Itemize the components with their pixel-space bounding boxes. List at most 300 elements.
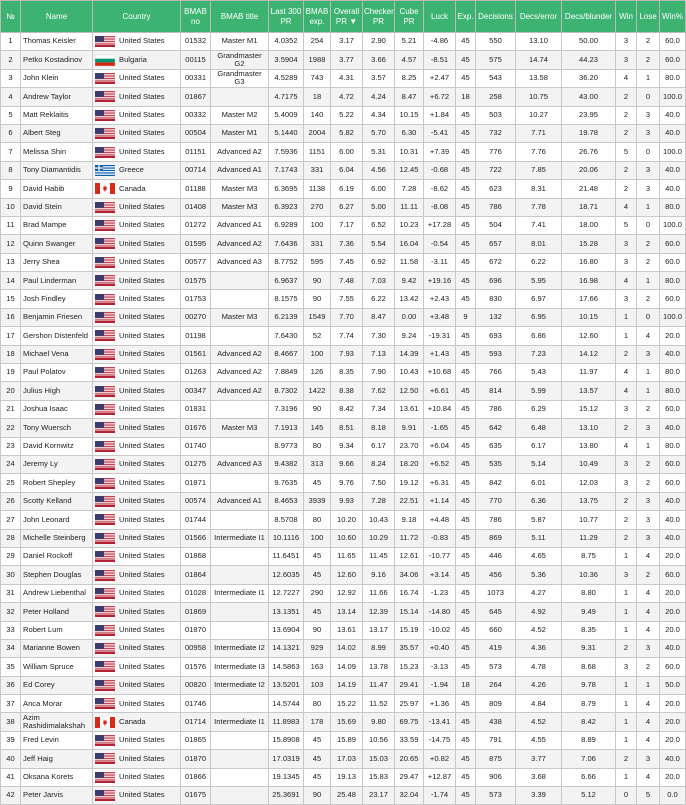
last300-pr: 11.6451 [269,547,304,565]
bmab-exp: 45 [304,603,331,621]
table-row[interactable] [1,750,686,768]
decs-per-error: 6.01 [516,474,562,492]
table-row[interactable] [1,327,686,345]
last300-pr: 6.3695 [269,180,304,198]
table-row[interactable] [1,106,686,124]
wins: 4 [616,69,637,87]
flag-us-icon [95,735,115,746]
bmab-exp: 45 [304,768,331,786]
decisions: 657 [476,235,516,253]
country-name: United States [119,201,165,211]
country-cell [93,750,181,768]
bmab-number: 01865 [181,731,211,749]
bmab-number: 01744 [181,511,211,529]
table-row[interactable] [1,603,686,621]
player-name: Tony Wuersch [21,419,93,437]
cube-pr: 6.30 [395,124,424,142]
col-win[interactable]: Win [616,1,637,33]
last300-pr: 5.1440 [269,124,304,142]
bmab-title [211,400,269,418]
last300-pr: 4.5289 [269,69,304,87]
checker-pr: 23.17 [363,787,395,805]
table-row[interactable] [1,511,686,529]
table-row[interactable] [1,308,686,326]
decs-per-blunder: 36.20 [562,69,616,87]
decs-per-blunder: 11.97 [562,364,616,382]
flag-us-icon [95,294,115,305]
decisions: 809 [476,695,516,713]
player-name: Jeremy Ly [21,455,93,473]
wins: 4 [616,364,637,382]
bmab-number: 00270 [181,308,211,326]
last300-pr: 13.1351 [269,603,304,621]
decisions: 875 [476,750,516,768]
last300-pr: 12.6035 [269,566,304,584]
decs-per-error: 6.29 [516,400,562,418]
checker-pr: 9.80 [363,713,395,731]
decs-per-blunder: 16.98 [562,272,616,290]
decs-per-blunder: 21.48 [562,180,616,198]
exp: 45 [456,787,476,805]
country-name: United States [119,459,165,469]
player-name: William Spruce [21,658,93,676]
country-cell [93,658,181,676]
bmab-title: Intermediate I2 [211,639,269,657]
cube-pr: 34.06 [395,566,424,584]
win-percent: 20.0 [660,768,686,786]
country-cell [93,437,181,455]
decs-per-blunder: 8.89 [562,731,616,749]
win-percent: 60.0 [660,235,686,253]
checker-pr: 15.83 [363,768,395,786]
luck: +1.84 [424,106,456,124]
losses: 2 [637,33,660,51]
bmab-title: Master M1 [211,124,269,142]
rank-cell: 27 [1,511,21,529]
table-row[interactable] [1,272,686,290]
table-row[interactable] [1,290,686,308]
decisions: 503 [476,106,516,124]
col-checker-pr[interactable]: Checker PR [363,1,395,33]
last300-pr: 7.8849 [269,364,304,382]
country-cell [93,731,181,749]
exp: 45 [456,400,476,418]
country-cell [93,511,181,529]
table-row[interactable] [1,566,686,584]
col-luck[interactable]: Luck [424,1,456,33]
cube-pr: 16.04 [395,235,424,253]
last300-pr: 7.1743 [269,161,304,179]
cube-pr: 11.72 [395,529,424,547]
exp: 45 [456,364,476,382]
bmab-number: 01868 [181,547,211,565]
decisions: 766 [476,364,516,382]
luck: +1.43 [424,345,456,363]
table-row[interactable] [1,621,686,639]
country-cell [93,676,181,694]
bmab-title [211,695,269,713]
decisions: 535 [476,455,516,473]
bmab-exp: 145 [304,419,331,437]
win-percent: 40.0 [660,750,686,768]
country-cell [93,253,181,271]
win-percent: 40.0 [660,161,686,179]
wins: 5 [616,143,637,161]
losses: 3 [637,345,660,363]
luck: +1.36 [424,695,456,713]
losses: 4 [637,713,660,731]
last300-pr: 8.5708 [269,511,304,529]
bmab-number: 01263 [181,364,211,382]
decisions: 573 [476,658,516,676]
wins: 3 [616,455,637,473]
country-cell [93,161,181,179]
win-percent: 60.0 [660,566,686,584]
rank-cell: 40 [1,750,21,768]
exp: 45 [456,51,476,69]
bmab-exp: 3939 [304,492,331,510]
decs-per-blunder: 8.68 [562,658,616,676]
table-row[interactable] [1,474,686,492]
decs-per-error: 3.39 [516,787,562,805]
col-exp[interactable]: Exp. [456,1,476,33]
losses: 3 [637,180,660,198]
luck: +12.87 [424,768,456,786]
bmab-number: 01566 [181,529,211,547]
overall-pr: 14.09 [331,658,363,676]
exp: 45 [456,584,476,602]
decs-per-error: 7.23 [516,345,562,363]
bmab-number: 00347 [181,382,211,400]
flag-us-icon [95,404,115,415]
checker-pr: 4.34 [363,106,395,124]
overall-pr: 7.45 [331,253,363,271]
table-row[interactable] [1,584,686,602]
country-cell [93,695,181,713]
overall-pr: 15.69 [331,713,363,731]
table-row[interactable] [1,33,686,51]
win-percent: 20.0 [660,731,686,749]
table-row[interactable] [1,731,686,749]
decs-per-error: 4.52 [516,713,562,731]
decs-per-error: 5.11 [516,529,562,547]
country-cell [93,566,181,584]
table-row[interactable] [1,88,686,106]
bmab-number: 01595 [181,235,211,253]
flag-us-icon [95,441,115,452]
checker-pr: 6.00 [363,180,395,198]
col-lose[interactable]: Lose [637,1,660,33]
country-cell [93,290,181,308]
table-row[interactable] [1,455,686,473]
col-last300-pr[interactable]: Last 300 PR [269,1,304,33]
table-row[interactable] [1,658,686,676]
decisions: 830 [476,290,516,308]
decs-per-blunder: 11.29 [562,529,616,547]
country-cell [93,713,181,731]
country-name: United States [119,698,165,708]
checker-pr: 7.13 [363,345,395,363]
country-name: United States [119,404,165,414]
bmab-number: 01676 [181,419,211,437]
checker-pr: 15.03 [363,750,395,768]
bmab-exp: 2004 [304,124,331,142]
last300-pr: 8.7752 [269,253,304,271]
exp: 45 [456,547,476,565]
bmab-exp: 1151 [304,143,331,161]
wins: 1 [616,603,637,621]
rank-cell: 17 [1,327,21,345]
col-name[interactable]: Name [21,1,93,33]
player-name: Julius High [21,382,93,400]
table-row[interactable] [1,787,686,805]
country-name: United States [119,790,165,800]
exp: 45 [456,345,476,363]
player-name: Thomas Keisler [21,33,93,51]
decisions: 786 [476,400,516,418]
win-percent: 80.0 [660,437,686,455]
wins: 2 [616,345,637,363]
overall-pr: 5.82 [331,124,363,142]
wins: 4 [616,382,637,400]
bmab-exp: 331 [304,235,331,253]
table-row[interactable] [1,51,686,69]
win-percent: 20.0 [660,621,686,639]
overall-pr: 7.74 [331,327,363,345]
bmab-exp: 100 [304,345,331,363]
decs-per-blunder: 6.66 [562,768,616,786]
flag-us-icon [95,514,115,525]
country-name: United States [119,680,165,690]
wins: 3 [616,235,637,253]
win-percent: 40.0 [660,180,686,198]
checker-pr: 11.66 [363,584,395,602]
checker-pr: 8.18 [363,419,395,437]
win-percent: 80.0 [660,272,686,290]
decs-per-blunder: 5.12 [562,787,616,805]
overall-pr: 6.04 [331,161,363,179]
flag-us-icon [95,386,115,397]
cube-pr: 16.74 [395,584,424,602]
bmab-exp: 18 [304,88,331,106]
flag-us-icon [95,330,115,341]
decisions: 693 [476,327,516,345]
losses: 4 [637,547,660,565]
overall-pr: 7.48 [331,272,363,290]
exp: 45 [456,253,476,271]
country-cell [93,143,181,161]
win-percent: 40.0 [660,639,686,657]
bmab-exp: 45 [304,566,331,584]
table-row[interactable] [1,695,686,713]
overall-pr: 7.17 [331,216,363,234]
win-percent: 40.0 [660,492,686,510]
table-row[interactable] [1,345,686,363]
country-cell [93,106,181,124]
country-cell [93,639,181,657]
table-row[interactable] [1,235,686,253]
col-bmab-exp[interactable]: BMAB exp. [304,1,331,33]
losses: 4 [637,621,660,639]
player-name: Gershon Distenfeld [21,327,93,345]
country-cell [93,382,181,400]
table-row[interactable] [1,143,686,161]
country-cell [93,455,181,473]
win-percent: 20.0 [660,603,686,621]
country-cell [93,69,181,87]
checker-pr: 7.90 [363,364,395,382]
checker-pr: 12.39 [363,603,395,621]
table-row[interactable] [1,419,686,437]
col-bmab-no[interactable]: BMAB no [181,1,211,33]
decisions: 543 [476,69,516,87]
overall-pr: 6.00 [331,143,363,161]
bmab-title: Master M2 [211,106,269,124]
table-row[interactable] [1,69,686,87]
table-row[interactable] [1,180,686,198]
cube-pr: 9.91 [395,419,424,437]
checker-pr: 8.47 [363,308,395,326]
decs-per-blunder: 12.03 [562,474,616,492]
table-row[interactable] [1,768,686,786]
wins: 2 [616,492,637,510]
col-decs-blunder[interactable]: Decs/blunder [562,1,616,33]
player-name: John Klein [21,69,93,87]
wins: 3 [616,290,637,308]
cube-pr: 0.00 [395,308,424,326]
country-cell [93,400,181,418]
decs-per-error: 5.87 [516,511,562,529]
exp: 45 [456,143,476,161]
country-name: United States [119,220,165,230]
bmab-exp: 45 [304,547,331,565]
overall-pr: 7.55 [331,290,363,308]
checker-pr: 6.17 [363,437,395,455]
overall-pr: 6.27 [331,198,363,216]
luck: +0.40 [424,639,456,657]
checker-pr: 7.34 [363,400,395,418]
checker-pr: 3.57 [363,69,395,87]
bmab-exp: 45 [304,750,331,768]
wins: 3 [616,400,637,418]
checker-pr: 7.50 [363,474,395,492]
rank-cell: 36 [1,676,21,694]
table-row[interactable] [1,124,686,142]
wins: 2 [616,750,637,768]
overall-pr: 7.70 [331,308,363,326]
decs-per-error: 5.43 [516,364,562,382]
rank-cell: 23 [1,437,21,455]
exp: 45 [456,658,476,676]
col-decisions[interactable]: Decisions [476,1,516,33]
win-percent: 20.0 [660,584,686,602]
table-row[interactable] [1,216,686,234]
losses: 1 [637,382,660,400]
bmab-title: Advanced A3 [211,455,269,473]
table-row[interactable] [1,713,686,731]
win-percent: 60.0 [660,51,686,69]
bmab-title [211,768,269,786]
country-name: United States [119,514,165,524]
table-row[interactable] [1,382,686,400]
col-cube-pr[interactable]: Cube PR [395,1,424,33]
player-name: Michael Vena [21,345,93,363]
table-row[interactable] [1,253,686,271]
bmab-exp: 163 [304,658,331,676]
col-overall-pr[interactable]: Overall PR ▼ [331,1,363,33]
col-decs-error[interactable]: Decs/error [516,1,562,33]
decisions: 642 [476,419,516,437]
wins: 1 [616,731,637,749]
country-name: United States [119,128,165,138]
flag-us-icon [95,238,115,249]
decisions: 1073 [476,584,516,602]
table-row[interactable] [1,529,686,547]
bmab-exp: 80 [304,695,331,713]
table-row[interactable] [1,364,686,382]
rank-cell: 24 [1,455,21,473]
decs-per-error: 5.99 [516,382,562,400]
col-bmab-title[interactable]: BMAB title [211,1,269,33]
table-row[interactable] [1,639,686,657]
decs-per-error: 4.84 [516,695,562,713]
decs-per-blunder: 10.15 [562,308,616,326]
exp: 18 [456,676,476,694]
bmab-title: Advanced A1 [211,161,269,179]
table-row[interactable] [1,161,686,179]
country-name: Greece [119,165,144,175]
country-cell [93,198,181,216]
table-row[interactable] [1,198,686,216]
table-row[interactable] [1,492,686,510]
last300-pr: 6.2139 [269,308,304,326]
overall-pr: 11.65 [331,547,363,565]
luck: -3.11 [424,253,456,271]
flag-us-icon [95,349,115,360]
exp: 45 [456,695,476,713]
bmab-title [211,621,269,639]
wins: 3 [616,33,637,51]
cube-pr: 15.19 [395,621,424,639]
decs-per-error: 7.78 [516,198,562,216]
col-rank[interactable]: № [1,1,21,33]
bmab-title [211,566,269,584]
bmab-exp: 331 [304,161,331,179]
overall-pr: 12.92 [331,584,363,602]
player-name: Fred Levin [21,731,93,749]
country-name: Bulgaria [119,54,147,64]
table-row[interactable] [1,547,686,565]
wins: 1 [616,676,637,694]
bmab-number: 01871 [181,474,211,492]
exp: 45 [456,106,476,124]
table-row[interactable] [1,437,686,455]
decs-per-error: 4.92 [516,603,562,621]
bmab-number: 01575 [181,272,211,290]
bmab-exp: 90 [304,290,331,308]
table-row[interactable] [1,676,686,694]
wins: 3 [616,658,637,676]
rank-cell: 35 [1,658,21,676]
table-row[interactable] [1,400,686,418]
flag-ca-icon [95,183,115,194]
col-country[interactable]: Country [93,1,181,33]
decs-per-blunder: 17.66 [562,290,616,308]
flag-us-icon [95,753,115,764]
col-win-pct[interactable]: Win% [660,1,686,33]
bmab-title [211,88,269,106]
flag-us-icon [95,772,115,783]
